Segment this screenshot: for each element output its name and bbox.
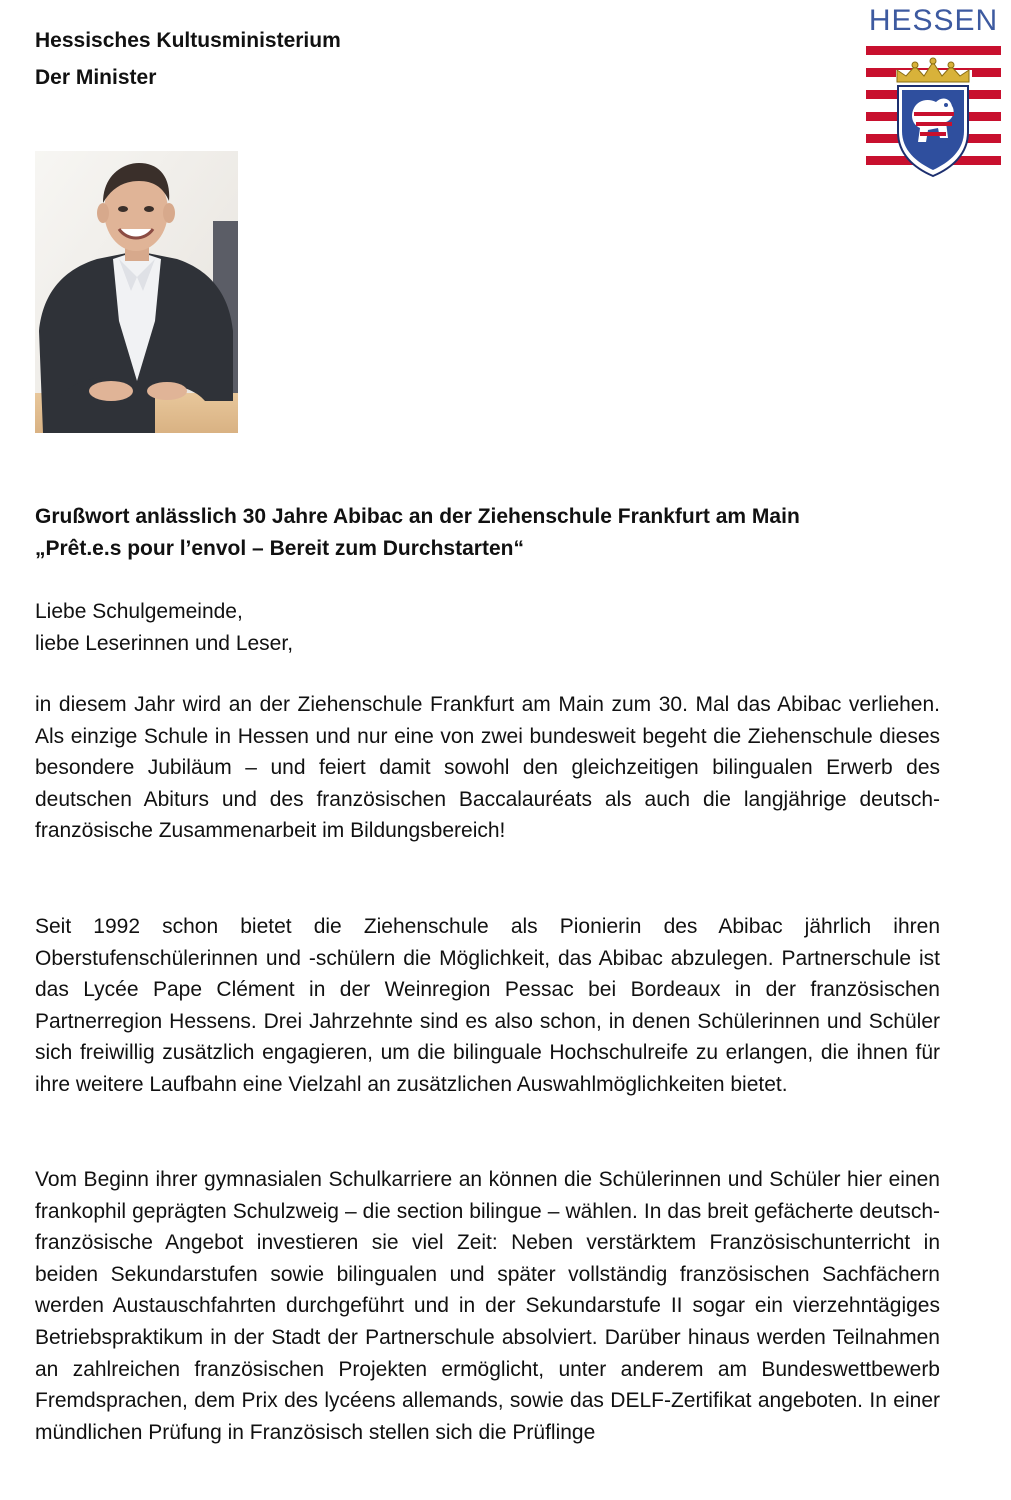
minister-portrait-photo <box>35 151 238 433</box>
department-name: Der Minister <box>35 66 157 89</box>
organization-name: Hessisches Kultusministerium <box>35 29 341 52</box>
hessen-wordmark: HESSEN <box>868 4 999 37</box>
body-paragraph-2: Seit 1992 schon bietet die Ziehenschule als Pionierin des Abibac jährlich ihren Oberstufenschülerinnen und -schülern die Möglichkeit, das Abibac abzulegen. Partnerschule ist das Lycée Pape Clément in der Weinregion Pessac bei Bordeaux in der französischen Partnerregion Hessens. Drei Jahrzehnte sind es also schon, in denen Schülerinnen und Schüler sich freiwillig zusätzlich engagieren, um die bilinguale Hochschulreife zu erlangen, die ihnen für ihre weitere Laufbahn eine Vielzahl an zusätzlichen Auswahlmöglichkeiten bietet. <box>35 915 940 1096</box>
salutation-line-1: Liebe Schulgemeinde, <box>35 600 243 623</box>
body-paragraph-1: in diesem Jahr wird an der Ziehenschule Frankfurt am Main zum 30. Mal das Abibac verliehen. Als einzige Schule in Hessen und nur eine von zwei bundesweit begeht die Ziehenschule dieses besondere Jubiläum – und feiert damit sowohl den gleichzeitigen bilingualen Erwerb des deutschen Abiturs und des französischen Baccalauréats als auch die langjährige deutsch-französische Zusammenarbeit im Bildungsbereich! <box>35 693 940 843</box>
greeting-subtitle: „Prêt.e.s pour l’envol – Bereit zum Durchstarten“ <box>35 537 524 560</box>
greeting-title: Grußwort anlässlich 30 Jahre Abibac an der Ziehenschule Frankfurt am Main <box>35 505 800 528</box>
hessen-logo <box>866 6 1001 178</box>
body-paragraph-3: Vom Beginn ihrer gymnasialen Schulkarriere an können die Schülerinnen und Schüler hier einen frankophil geprägten Schulzweig – die section bilingue – wählen. In das breit gefächerte deutsch-französische Angebot investieren sie viel Zeit: Neben verstärktem Französischunterricht in beiden Sekundarstufen sowie bilingualen und später vollständig französischen Sachfächern werden Austauschfahrten durchgeführt und in der Sekundarstufe II sogar ein vierzehntägiges Betriebspraktikum in der Stadt der Partnerschule absolviert. Darüber hinaus werden Teilnahmen an zahlreichen französischen Projekten ermöglicht, unter anderem am Bundeswettbewerb Fremdsprachen, dem Prix des lycéens allemands, sowie das DELF-Zertifikat angeboten. In einer mündlichen Prüfung in Französisch stellen sich die Prüflinge <box>35 1168 940 1444</box>
crown-icon <box>896 58 972 84</box>
salutation-line-2: liebe Leserinnen und Leser, <box>35 632 294 655</box>
hessen-coat-of-arms-icon <box>866 42 1001 178</box>
portrait-photo-icon <box>35 151 238 433</box>
